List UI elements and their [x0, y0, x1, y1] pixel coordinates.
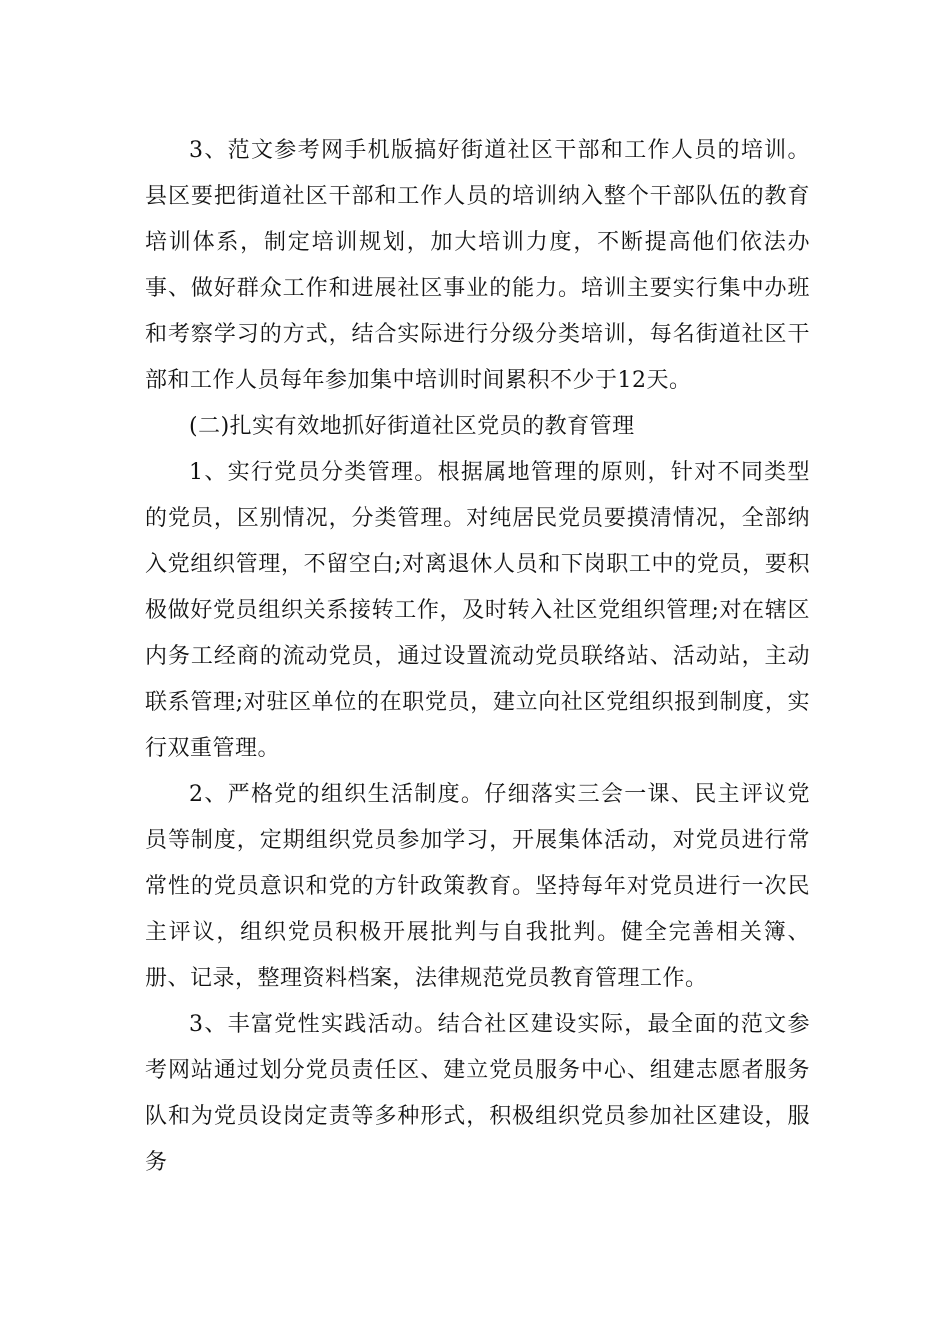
paragraph-classified-management: 1、实行党员分类管理。根据属地管理的原则，针对不同类型的党员，区别情况，分类管理。对纯居民党员要摸清情况，全部纳入党组织管理，不留空白;对离退休人员和下岗职工中的党员，要积极做好党员组织关系接转工作，及时转入社区党组织管理;对在辖区内务工经商的流动党员，通过设置流动党员联络站、活动站，主动联系管理;对驻区单位的在职党员，建立向社区党组织报到制度，实行双重管理。 [145, 460, 810, 761]
paragraph-training: 3、范文参考网手机版搞好街道社区干部和工作人员的培训。县区要把街道社区干部和工作人员的培训纳入整个干部队伍的教育培训体系，制定培训规划，加大培训力度，不断提高他们依法办事、做好群众工作和进展社区事业的能力。培训主要实行集中办班和考察学习的方式，结合实际进行分级分类培训，每名街道社区干部和工作人员每年参加集中培训时间累积不少于12天。 [145, 138, 810, 393]
paragraph-practice-activities: 3、丰富党性实践活动。结合社区建设实际，最全面的范文参考网站通过划分党员责任区、建立党员服务中心、组建志愿者服务队和为党员设岗定责等多种形式，积极组织党员参加社区建设，服务 [145, 1012, 810, 1175]
section-heading-party-member-education: (二)扎实有效地抓好街道社区党员的教育管理 [189, 414, 635, 439]
paragraph-organizational-life: 2、严格党的组织生活制度。仔细落实三会一课、民主评议党员等制度，定期组织党员参加学习，开展集体活动，对党员进行常常性的党员意识和党的方针政策教育。坚持每年对党员进行一次民主评议，组织党员积极开展批判与自我批判。健全完善相关簿、册、记录，整理资料档案，法律规范党员教育管理工作。 [145, 782, 810, 991]
